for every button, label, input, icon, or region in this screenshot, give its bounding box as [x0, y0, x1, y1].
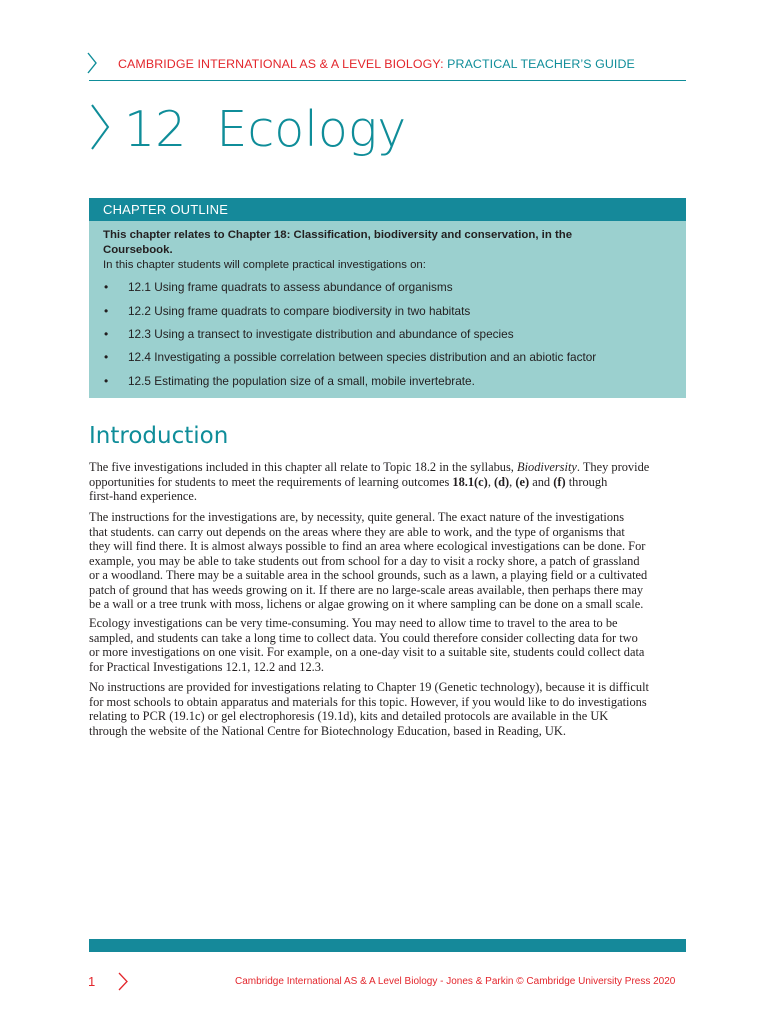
outline-item: 12.1 Using frame quadrats to assess abundance of organisms: [128, 280, 453, 294]
text-run: through: [565, 474, 608, 489]
chapter-chevron-icon: [90, 104, 110, 150]
text-line: Ecology investigations can be very time-consuming. You may need to allow time to travel to the area to be: [89, 616, 618, 630]
bullet-icon: •: [104, 374, 109, 388]
learning-outcome: 18.1(c): [452, 474, 488, 489]
text-run: opportunities for students to meet the requirements of learning outcomes: [89, 474, 453, 489]
text-line: be a wall or a tree trunk with moss, lichens or algae growing on it where sampling can be done on a small scale.: [89, 597, 644, 611]
syllabus-topic-name: Biodiversity: [517, 460, 577, 474]
outline-item: 12.2 Using frame quadrats to compare biodiversity in two habitats: [128, 304, 471, 318]
chapter-number: 12: [124, 101, 187, 158]
outline-item: 12.3 Using a transect to investigate distribution and abundance of species: [128, 327, 514, 341]
learning-outcome: (e): [515, 474, 530, 489]
chapter-outline-heading: CHAPTER OUTLINE: [103, 202, 229, 217]
running-header: [118, 57, 635, 71]
introduction-heading: Introduction: [89, 423, 229, 449]
text-line: example, you may be able to take students out from school for a day to visit a rocky shore, a patch of grassland: [89, 553, 640, 568]
header-guide-title: PRACTICAL TEACHER’S GUIDE: [447, 57, 635, 71]
text-run: The five investigations included in this chapter all relate to Topic 18.2 in the syllabus,: [89, 460, 518, 474]
footer-bar: [89, 939, 686, 952]
chapter-relates-line-1: This chapter relates to Chapter 18: Classification, biodiversity and conservation, in the: [103, 229, 573, 241]
learning-outcome: (d): [494, 474, 510, 489]
header-divider: [89, 80, 686, 81]
text-line: sampled, and students can take a long time to collect data. You could therefore consider collecting data for two: [89, 630, 638, 645]
text-line: relating to PCR (19.1c) or gel electrophoresis (19.1d), kits and detailed protocols are available in the UK: [89, 709, 609, 723]
bullet-icon: •: [104, 304, 109, 318]
text-line: they will find there. It is almost always possible to find an area where ecological investigations can be done. For: [89, 539, 646, 553]
text-line: or more investigations on one visit. For example, on a one-day visit to a suitable site, students could collect data: [89, 645, 645, 659]
outline-item: 12.5 Estimating the population size of a small, mobile invertebrate.: [128, 374, 475, 388]
intro-paragraph-1: [89, 460, 689, 504]
page-number: 1: [88, 974, 96, 989]
outline-item: 12.4 Investigating a possible correlation between species distribution and an abiotic factor: [128, 350, 597, 364]
learning-outcome: (f): [553, 474, 566, 489]
text-line: The instructions for the investigations are, by necessity, quite general. The exact nature of the investigations: [89, 510, 625, 524]
text-run: ,: [509, 474, 516, 489]
text-line: No instructions are provided for investigations relating to Chapter 19 (Genetic technology), because it is difficult: [89, 680, 649, 694]
outline-intro-text: In this chapter students will complete practical investigations on:: [103, 259, 426, 271]
chapter-relates-line-2: Coursebook.: [103, 244, 173, 256]
intro-paragraph-3: [89, 616, 689, 674]
text-run: . They provide: [576, 460, 650, 474]
bullet-icon: •: [104, 350, 109, 364]
text-line: for Practical Investigations 12.1, 12.2 and 12.3.: [89, 659, 325, 674]
text-run: and: [529, 474, 554, 489]
text-line: for most schools to obtain apparatus and materials for this topic. However, if you would like to do investigations: [89, 694, 647, 709]
text-line: patch of ground that has weeds growing on it. If there are no large-scale areas available, then perhaps there may: [89, 582, 644, 597]
text-line: first-hand experience.: [89, 489, 198, 503]
footer-chevron-icon: [118, 972, 128, 991]
bullet-icon: •: [104, 280, 109, 294]
chapter-title: Ecology: [216, 101, 407, 158]
intro-paragraph-4: [89, 680, 689, 738]
chapter-heading: [124, 95, 406, 165]
intro-paragraph-2: [89, 510, 689, 612]
text-line: or a woodland. There may be a suitable area in the school grounds, such as a lawn, a playing field or a cultivated: [89, 568, 648, 582]
bullet-icon: •: [104, 327, 109, 341]
header-series-title: CAMBRIDGE INTERNATIONAL AS & A LEVEL BIOLOGY:: [118, 57, 444, 71]
header-chevron-icon: [86, 52, 98, 74]
text-line: that students. can carry out depends on the areas where they are able to work, and the type of organisms that: [89, 524, 625, 539]
text-line: through the website of the National Centre for Biotechnology Education, based in Reading, UK.: [89, 723, 566, 738]
chapter-relates-text: [103, 228, 663, 258]
footer-credit: Cambridge International AS & A Level Biology - Jones & Parkin © Cambridge University Press 2020: [235, 976, 676, 987]
text-run: ,: [487, 474, 495, 489]
